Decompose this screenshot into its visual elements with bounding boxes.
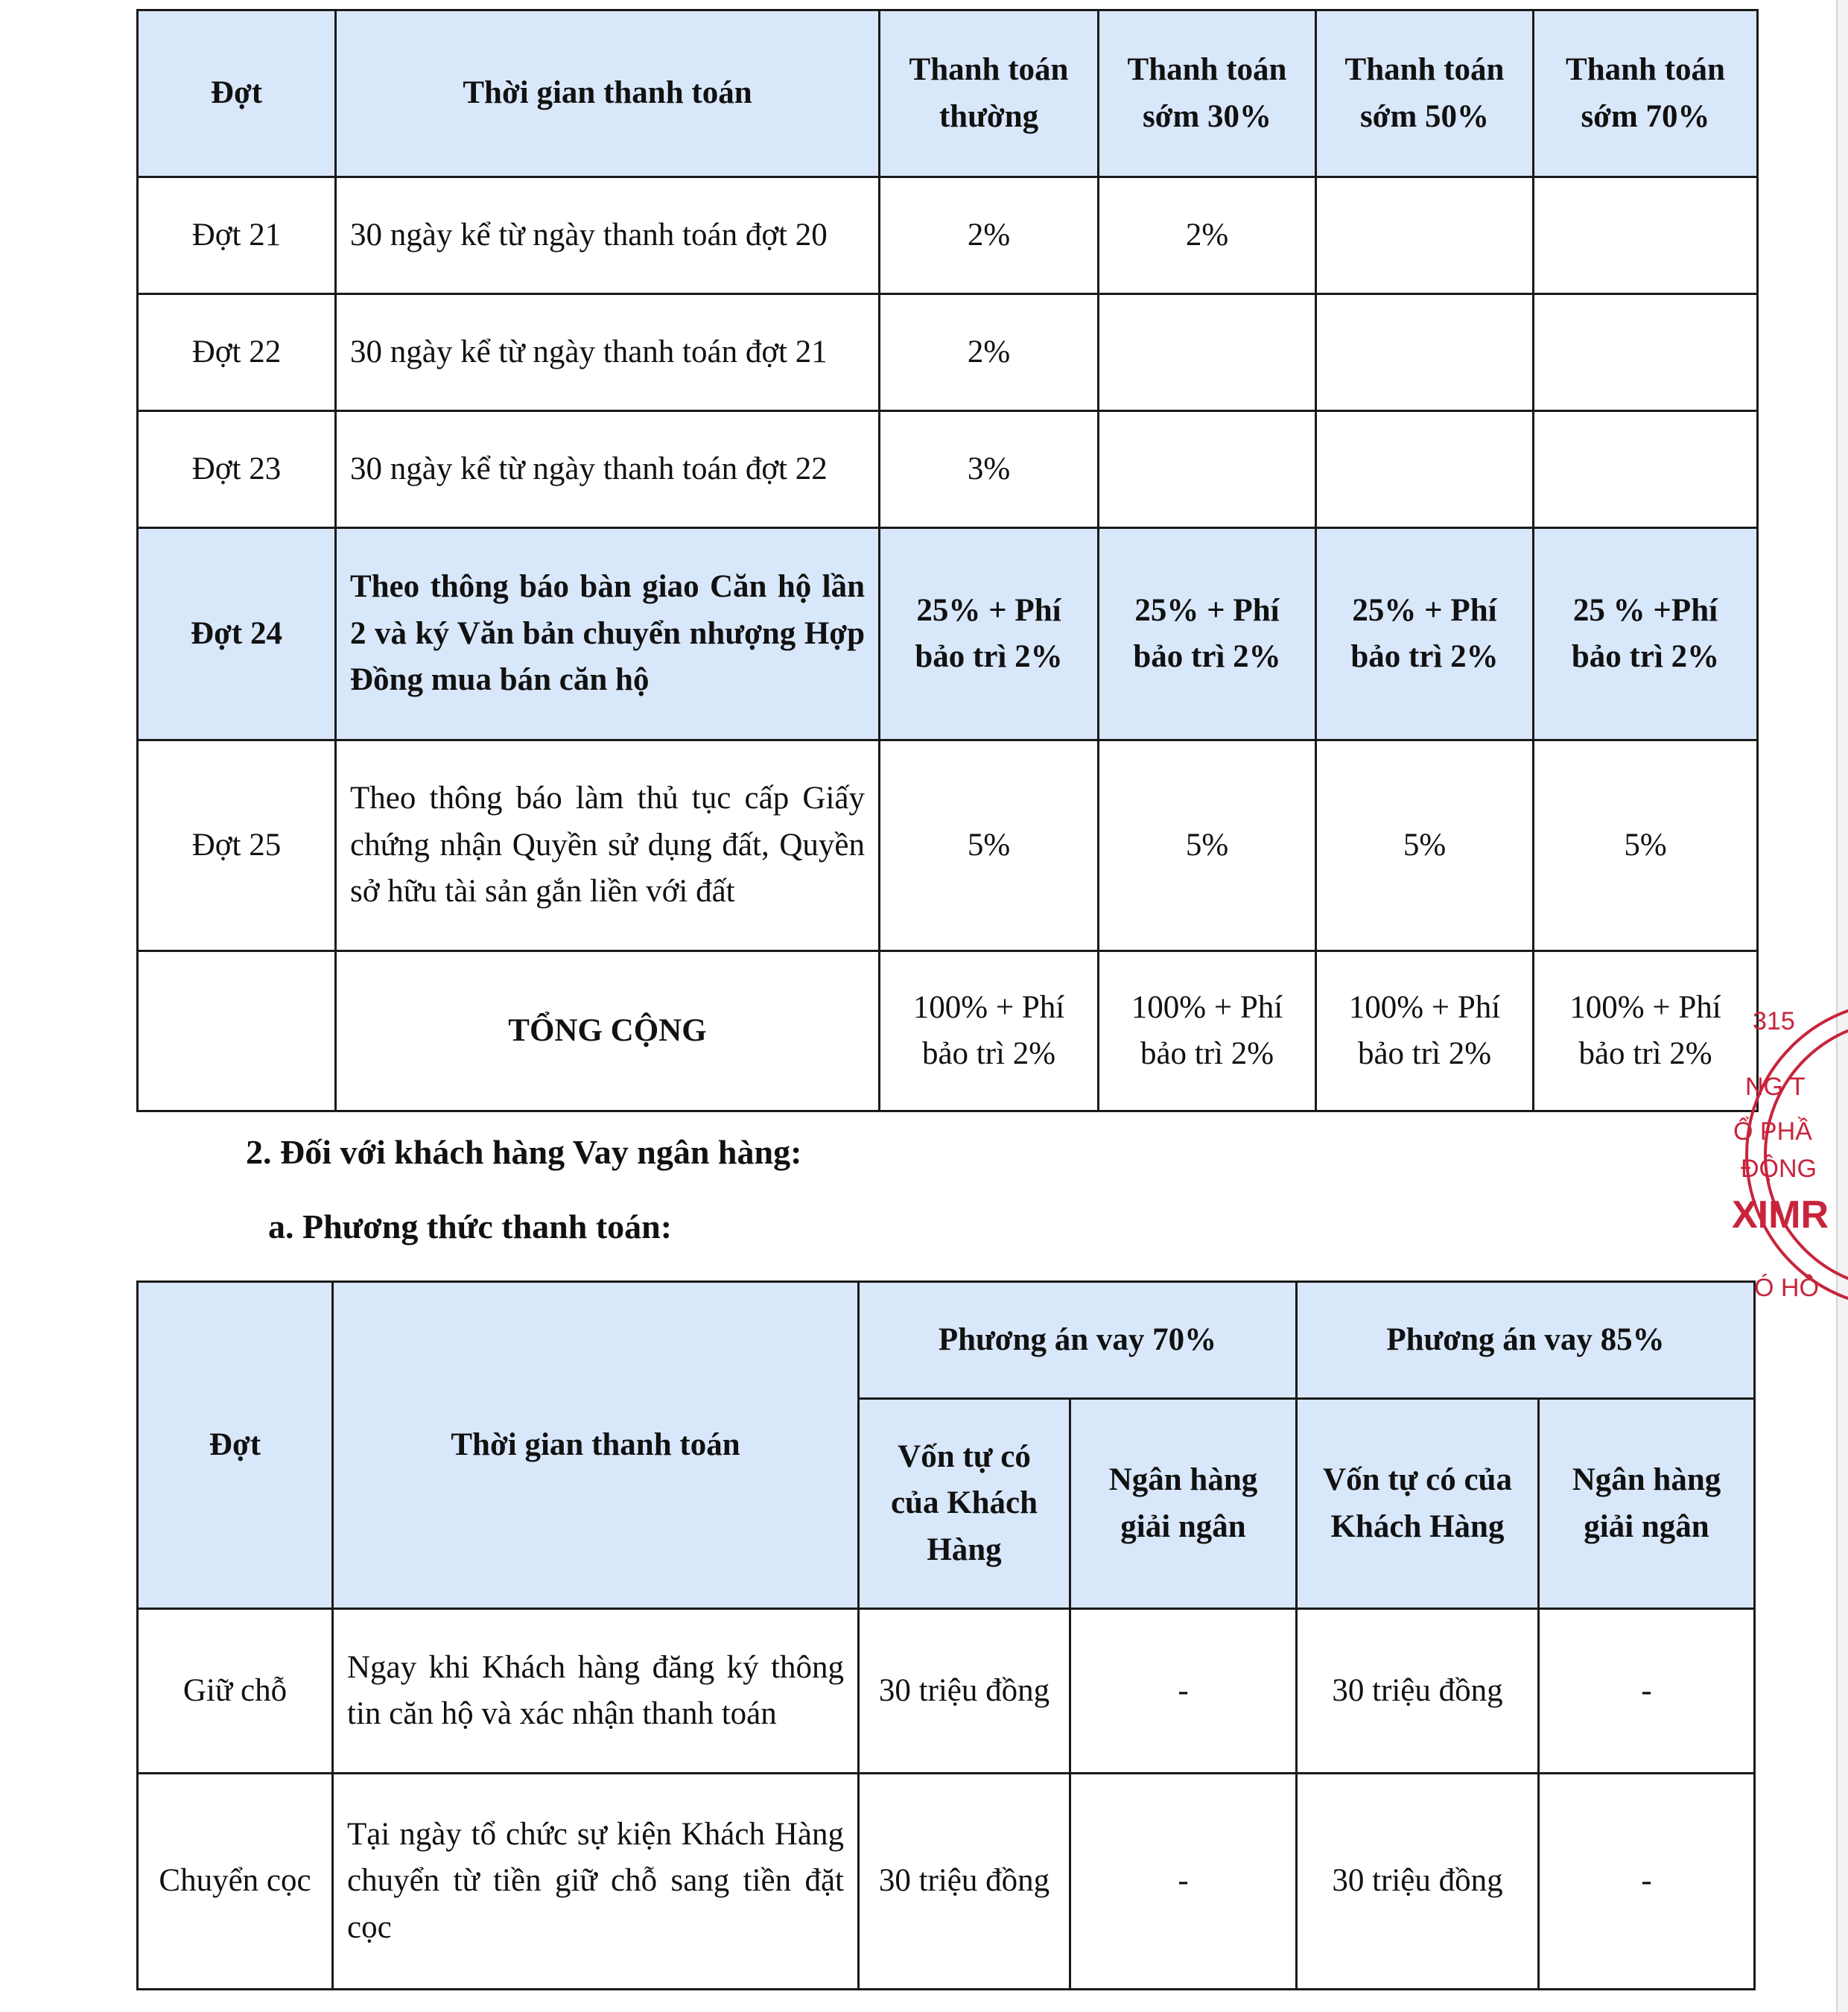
total-value: 100% + Phí bảo trì 2% <box>1099 951 1316 1111</box>
table-row <box>138 1609 1755 1774</box>
row-value: 30 triệu đồng <box>859 1609 1070 1774</box>
total-value: 100% + Phí bảo trì 2% <box>1316 951 1534 1111</box>
header-early-70: Thanh toán sớm 70% <box>1534 10 1758 177</box>
row-value <box>1099 411 1316 528</box>
table-row <box>138 740 1758 951</box>
header-time: Thời gian thanh toán <box>336 10 880 177</box>
row-time: 30 ngày kể từ ngày thanh toán đợt 21 <box>336 294 880 411</box>
row-value <box>1316 177 1534 294</box>
row-value <box>1316 294 1534 411</box>
row-value: - <box>1070 1774 1297 1990</box>
row-dot: Chuyển cọc <box>138 1774 333 1990</box>
row-value <box>1534 294 1758 411</box>
row-dot <box>138 951 336 1111</box>
row-dot: Đợt 23 <box>138 411 336 528</box>
row-value <box>1099 294 1316 411</box>
row-value: 30 triệu đồng <box>1297 1774 1539 1990</box>
table-row <box>138 528 1758 740</box>
header-plan-85: Phương án vay 85% <box>1297 1282 1755 1399</box>
table-row <box>138 294 1758 411</box>
subsection-heading-method: a. Phương thức thanh toán: <box>268 1207 673 1245</box>
row-value <box>1316 411 1534 528</box>
seal-text: NG T <box>1745 1073 1806 1101</box>
total-value: 100% + Phí bảo trì 2% <box>1534 951 1758 1111</box>
header-dot: Đợt <box>138 1282 333 1609</box>
loan-payment-table <box>136 1280 1756 1990</box>
row-time: Tại ngày tổ chức sự kiện Khách Hàng chuyển từ tiền giữ chỗ sang tiền đặt cọc <box>333 1774 859 1990</box>
row-value: - <box>1070 1609 1297 1774</box>
row-time: Theo thông báo làm thủ tục cấp Giấy chứng nhận Quyền sử dụng đất, Quyền sở hữu tài sản gắn liền với đất <box>336 740 880 951</box>
row-value: - <box>1539 1774 1755 1990</box>
row-value: 5% <box>1316 740 1534 951</box>
row-value: 2% <box>1099 177 1316 294</box>
row-time: 30 ngày kể từ ngày thanh toán đợt 20 <box>336 177 880 294</box>
header-early-50: Thanh toán sớm 50% <box>1316 10 1534 177</box>
seal-text: ĐỘNG <box>1741 1155 1817 1183</box>
header-dot: Đợt <box>138 10 336 177</box>
row-time: Theo thông báo bàn giao Căn hộ lần 2 và ký Văn bản chuyển nhượng Hợp Đồng mua bán căn hộ <box>336 528 880 740</box>
company-seal-stamp <box>1724 991 1848 1318</box>
header-bank-70: Ngân hàng giải ngân <box>1070 1399 1297 1609</box>
table-row <box>138 177 1758 294</box>
row-value <box>1534 411 1758 528</box>
row-value: 30 triệu đồng <box>859 1774 1070 1990</box>
seal-text: 315 <box>1753 1007 1795 1035</box>
row-value: 3% <box>880 411 1099 528</box>
row-value <box>1534 177 1758 294</box>
total-value: 100% + Phí bảo trì 2% <box>880 951 1099 1111</box>
section-heading-loan: 2. Đối với khách hàng Vay ngân hàng: <box>246 1133 802 1171</box>
total-label: TỔNG CỘNG <box>336 951 880 1111</box>
row-dot: Đợt 21 <box>138 177 336 294</box>
row-dot: Đợt 25 <box>138 740 336 951</box>
header-plan-70: Phương án vay 70% <box>859 1282 1297 1399</box>
seal-text: XIMR <box>1732 1193 1829 1237</box>
row-dot: Đợt 22 <box>138 294 336 411</box>
table-row <box>138 1774 1755 1990</box>
row-value: 5% <box>880 740 1099 951</box>
row-value: 25% + Phí bảo trì 2% <box>1316 528 1534 740</box>
row-value: 25 % +Phí bảo trì 2% <box>1534 528 1758 740</box>
row-value: - <box>1539 1609 1755 1774</box>
row-value: 25% + Phí bảo trì 2% <box>880 528 1099 740</box>
payment-schedule-table <box>136 9 1759 1112</box>
header-time: Thời gian thanh toán <box>333 1282 859 1609</box>
total-row <box>138 951 1758 1111</box>
row-value: 30 triệu đồng <box>1297 1609 1539 1774</box>
header-own-70: Vốn tự có của Khách Hàng <box>859 1399 1070 1609</box>
header-early-30: Thanh toán sớm 30% <box>1099 10 1316 177</box>
row-dot: Giữ chỗ <box>138 1609 333 1774</box>
row-value: 5% <box>1534 740 1758 951</box>
row-value: 2% <box>880 177 1099 294</box>
row-dot: Đợt 24 <box>138 528 336 740</box>
row-value: 5% <box>1099 740 1316 951</box>
row-value: 2% <box>880 294 1099 411</box>
header-bank-85: Ngân hàng giải ngân <box>1539 1399 1755 1609</box>
header-normal: Thanh toán thường <box>880 10 1099 177</box>
row-time: 30 ngày kể từ ngày thanh toán đợt 22 <box>336 411 880 528</box>
table-row <box>138 411 1758 528</box>
seal-text: Ổ PHẦ <box>1733 1117 1812 1146</box>
header-own-85: Vốn tự có của Khách Hàng <box>1297 1399 1539 1609</box>
seal-text: Ó HỒ <box>1754 1274 1819 1302</box>
row-time: Ngay khi Khách hàng đăng ký thông tin căn hộ và xác nhận thanh toán <box>333 1609 859 1774</box>
table-header-row <box>138 10 1758 177</box>
row-value: 25% + Phí bảo trì 2% <box>1099 528 1316 740</box>
table-header-row <box>138 1282 1755 1399</box>
